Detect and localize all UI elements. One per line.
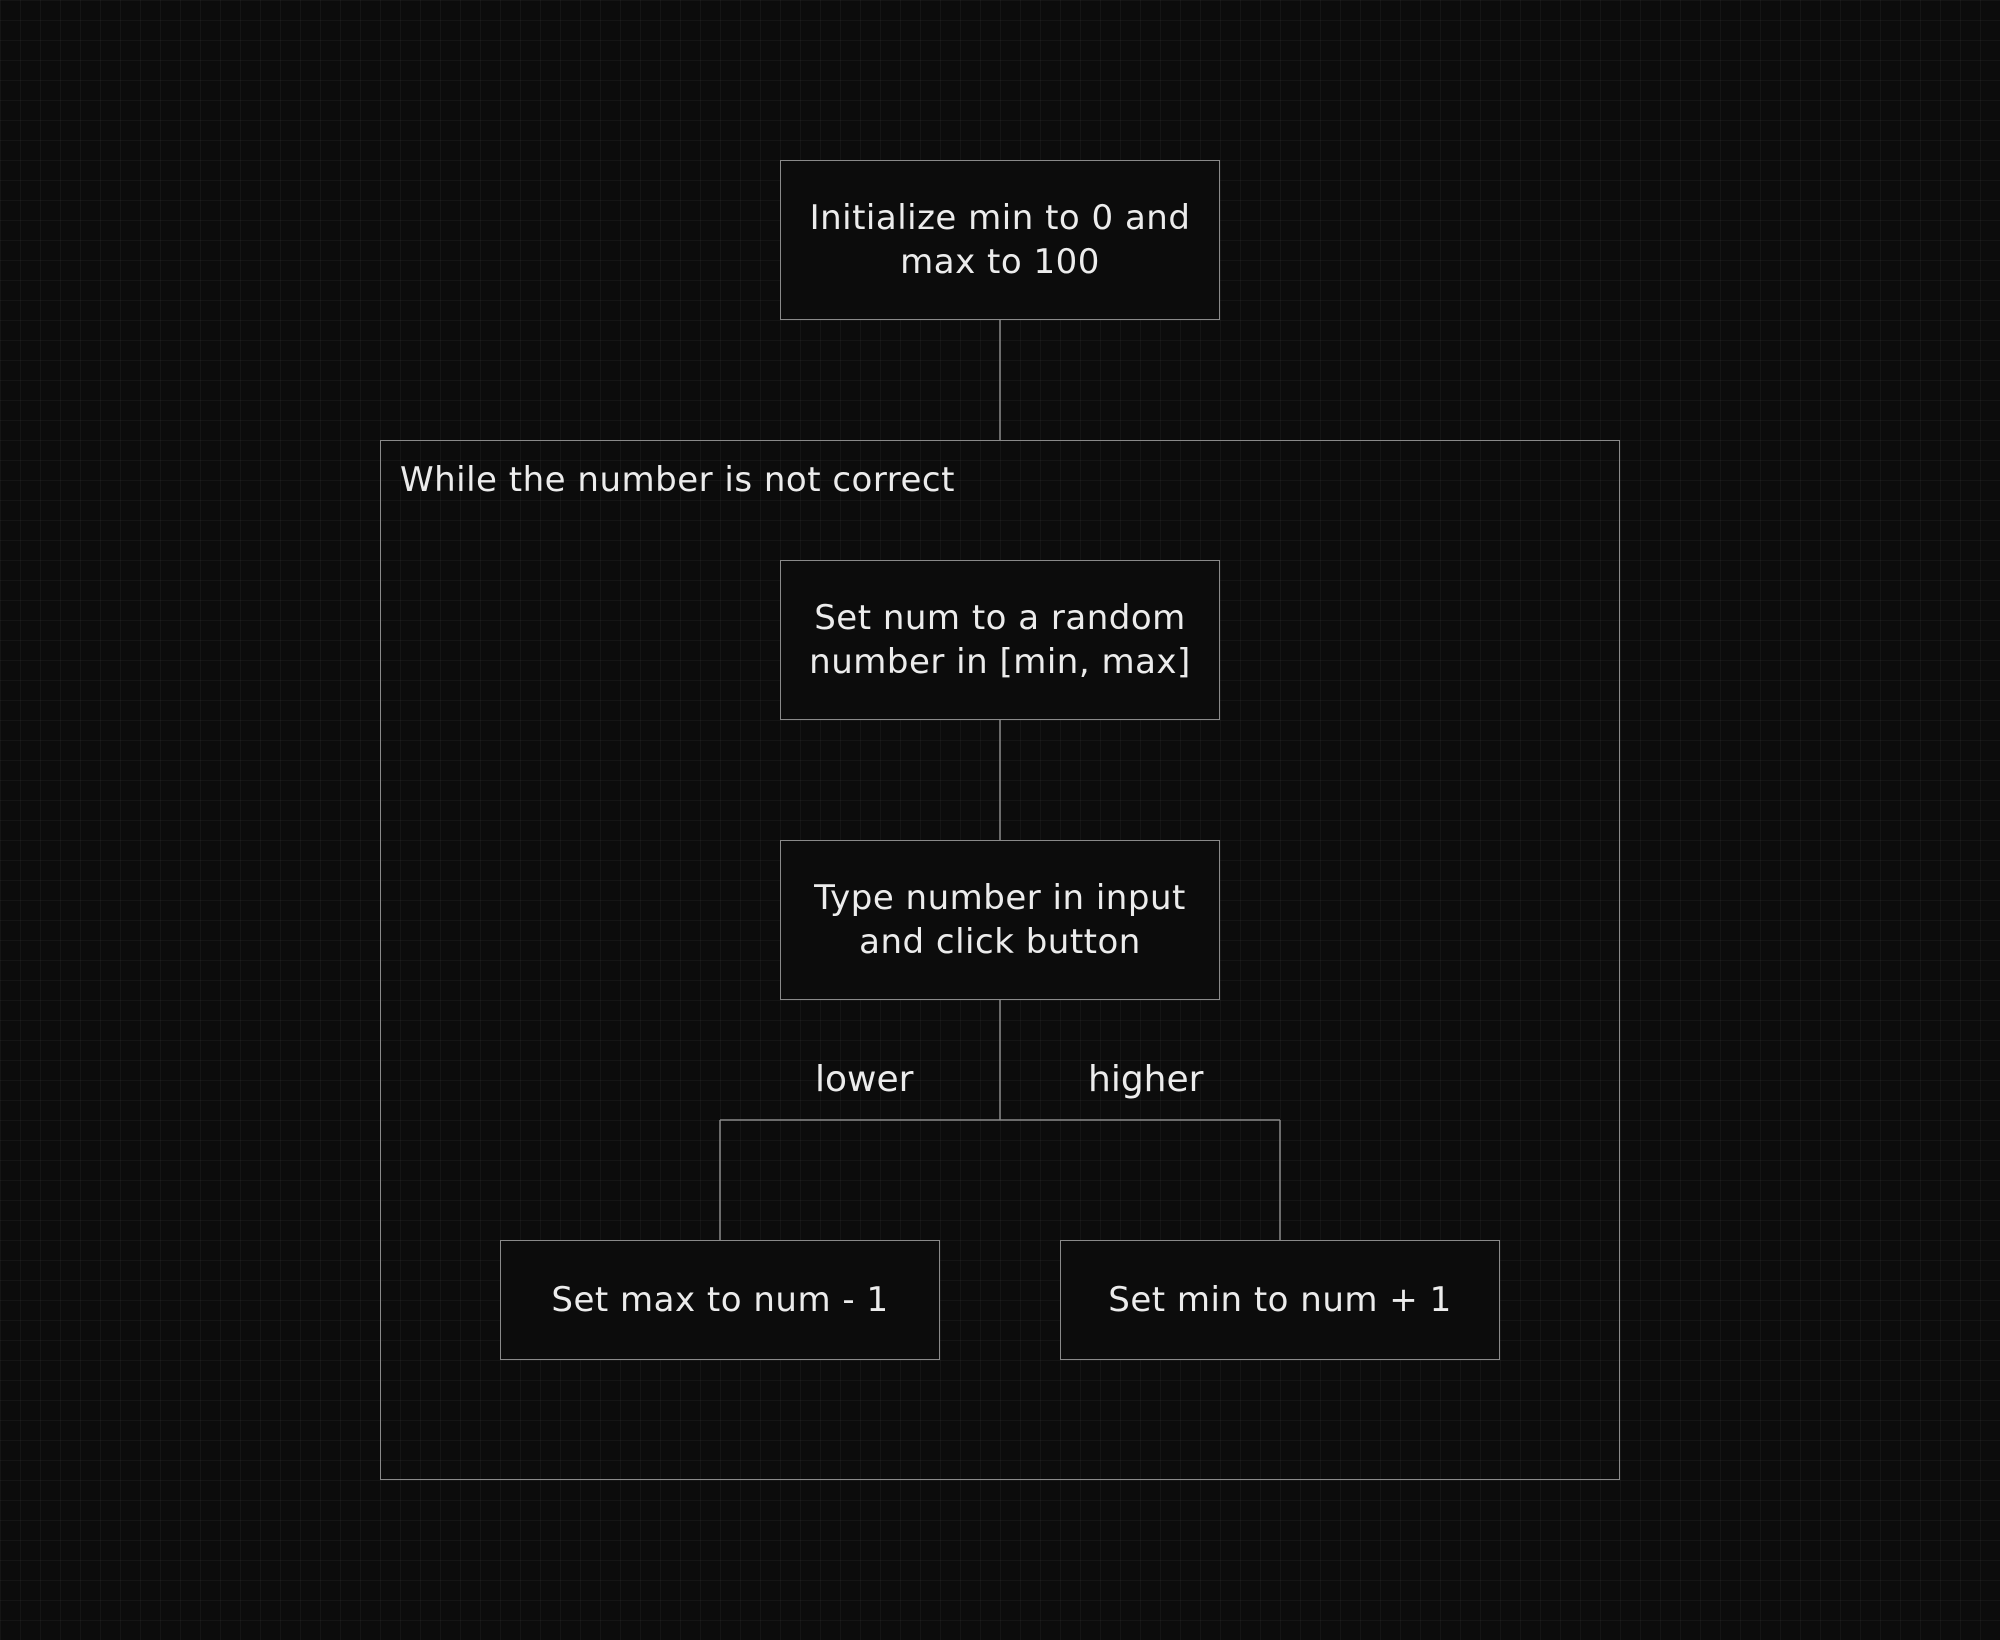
branch-label-lower: lower <box>815 1059 914 1100</box>
init-node-text: Initialize min to 0 and max to 100 <box>809 198 1191 282</box>
set-max-node <box>500 1240 940 1360</box>
type-number-node <box>780 840 1220 1000</box>
loop-label: While the number is not correct <box>400 460 955 500</box>
random-number-node-text: Set num to a random number in [min, max] <box>809 598 1191 682</box>
set-max-node-text: Set max to num - 1 <box>551 1280 889 1320</box>
random-number-node <box>780 560 1220 720</box>
branch-label-higher: higher <box>1088 1059 1204 1100</box>
set-min-node-text: Set min to num + 1 <box>1108 1280 1452 1320</box>
set-min-node <box>1060 1240 1500 1360</box>
type-number-node-text: Type number in input and click button <box>814 878 1186 962</box>
init-node <box>780 160 1220 320</box>
